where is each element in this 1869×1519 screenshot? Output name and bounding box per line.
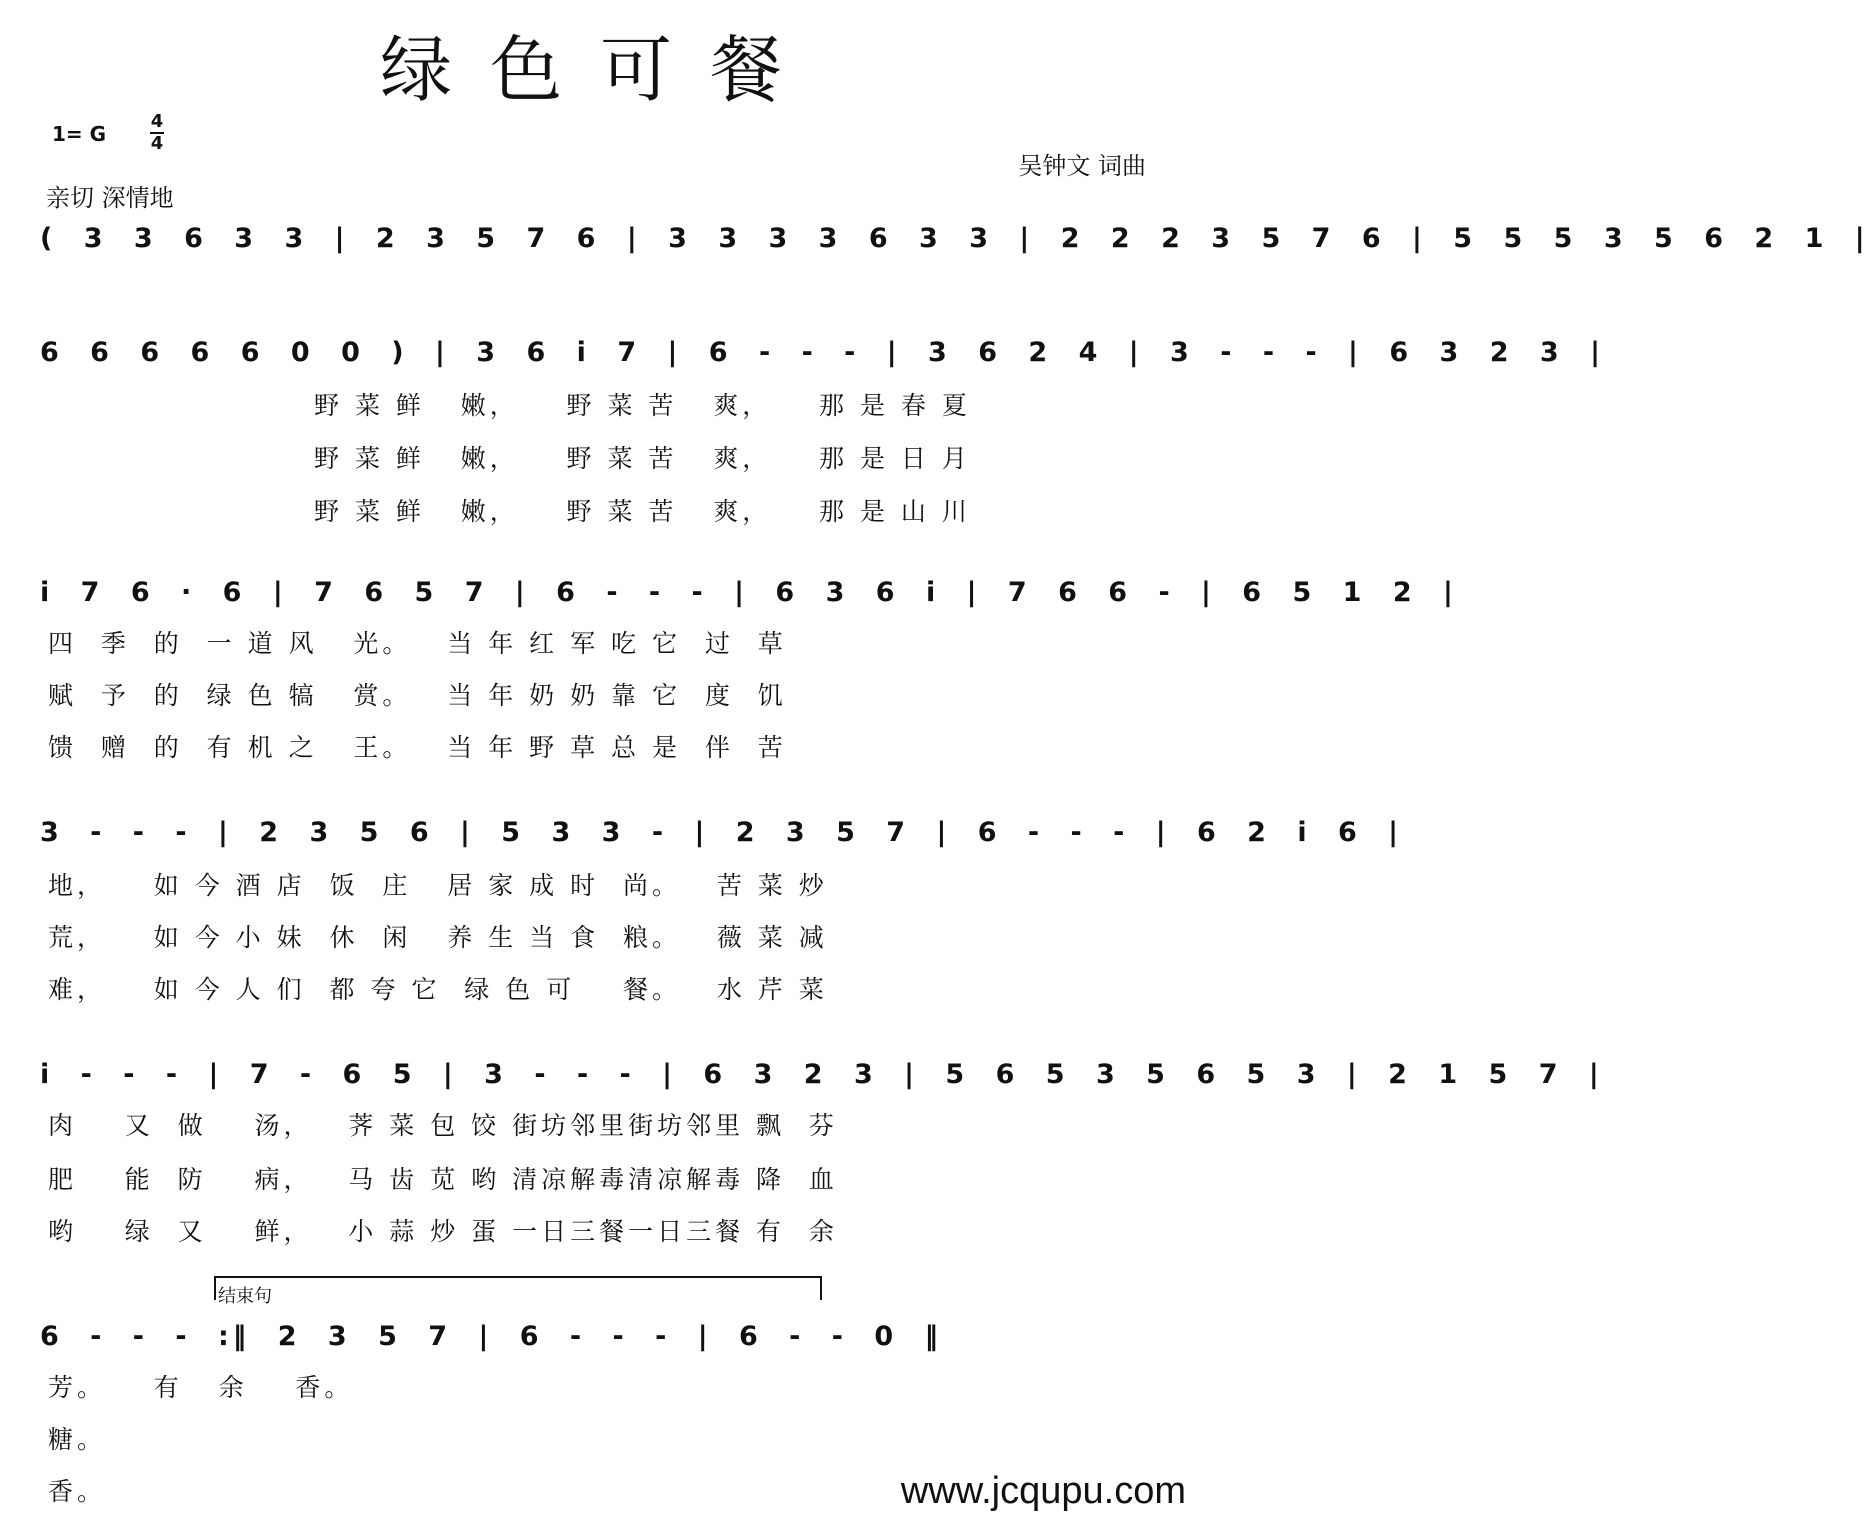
lyric-line: 肥 能 防 病， 马 齿 苋 哟 清凉解毒清凉解毒 降 血 — [48, 1165, 838, 1194]
notation-row: 6 6 6 6 6 0 0 ) | 3 6 i 7 | 6 - - - | 3 6 2 4 | 3 - - - | 6 3 2 3 | — [40, 337, 1604, 368]
lyric-line: 芳。 有 余 香。 — [48, 1373, 354, 1402]
lyric-line: 难， 如 今 人 们 都 夸 它 绿 色 可 餐。 水 芹 菜 — [48, 975, 828, 1004]
meter-top: 4 — [150, 111, 164, 132]
lyric-line: 肉 又 做 汤， 荠 菜 包 饺 街坊邻里街坊邻里 飘 芬 — [48, 1111, 838, 1140]
time-signature — [150, 112, 164, 154]
ending-marker: 结束句 — [218, 1286, 272, 1307]
lyric-line: 野 菜 鲜 嫩， 野 菜 苦 爽， 那 是 山 川 — [314, 497, 971, 526]
meter-bottom: 4 — [150, 133, 164, 154]
lyric-line: 野 菜 鲜 嫩， 野 菜 苦 爽， 那 是 日 月 — [314, 444, 971, 473]
notation-row: i - - - | 7 - 6 5 | 3 - - - | 6 3 2 3 | 5 6 5 3 5 6 5 3 | 2 1 5 7 | — [40, 1059, 1603, 1090]
lyric-line: 糖。 — [48, 1425, 107, 1454]
lyric-line: 四 季 的 一 道 风 光。 当 年 红 军 吃 它 过 草 — [48, 629, 787, 658]
lyric-line: 赋 予 的 绿 色 犒 赏。 当 年 奶 奶 靠 它 度 饥 — [48, 681, 787, 710]
lyric-line: 荒， 如 今 小 妹 休 闲 养 生 当 食 粮。 薇 菜 减 — [48, 923, 828, 952]
lyric-line: 香。 — [48, 1477, 107, 1506]
lyric-line: 哟 绿 又 鲜， 小 蒜 炒 蛋 一日三餐一日三餐 有 余 — [48, 1217, 838, 1246]
song-title: 绿色可餐 — [379, 28, 820, 112]
notation-row: i 7 6 · 6 | 7 6 5 7 | 6 - - - | 6 3 6 i | 7 6 6 - | 6 5 1 2 | — [40, 577, 1457, 608]
ending-bracket — [214, 1276, 822, 1300]
notation-row: 6 - - - :‖ 2 3 5 7 | 6 - - - | 6 - - 0 ‖ — [40, 1321, 943, 1352]
notation-row: ( 3 3 6 3 3 | 2 3 5 7 6 | 3 3 3 3 6 3 3 | 2 2 2 3 5 7 6 | 5 5 5 3 5 6 2 1 | — [40, 223, 1869, 254]
lyric-line: 馈 赠 的 有 机 之 王。 当 年 野 草 总 是 伴 苦 — [48, 733, 787, 762]
author-credit: 吴钟文 词曲 — [1018, 152, 1146, 180]
lyric-line: 野 菜 鲜 嫩， 野 菜 苦 爽， 那 是 春 夏 — [314, 391, 971, 420]
website-watermark: www.jcqupu.com — [900, 1470, 1186, 1512]
notation-row: 3 - - - | 2 3 5 6 | 5 3 3 - | 2 3 5 7 | 6 - - - | 6 2 i 6 | — [40, 817, 1403, 848]
tempo-marking: 亲切 深情地 — [46, 184, 174, 212]
key-signature: 1= G — [52, 122, 107, 146]
lyric-line: 地， 如 今 酒 店 饭 庄 居 家 成 时 尚。 苦 菜 炒 — [48, 871, 828, 900]
